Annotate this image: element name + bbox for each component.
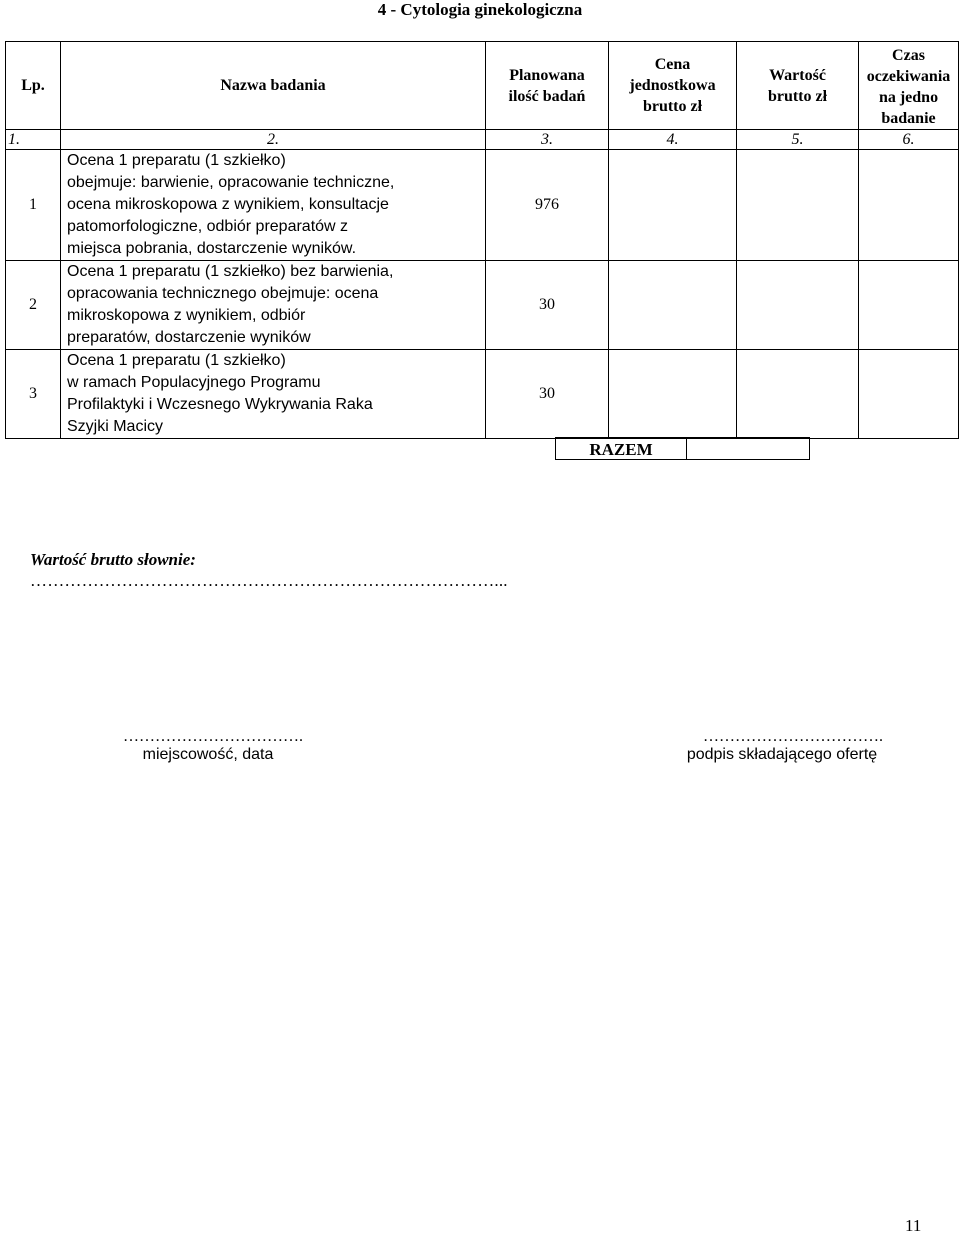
row-description <box>61 261 486 350</box>
row-description <box>61 150 486 261</box>
razem-label: RAZEM <box>555 437 687 460</box>
place-date-dots: ……………………………. <box>123 728 303 745</box>
description-line: Szyjki Macicy <box>67 418 164 435</box>
description-line: Ocena 1 preparatu (1 szkiełko) bez barwienia, <box>67 263 394 280</box>
description-line: w ramach Populacyjnego Programu <box>67 374 321 391</box>
table-row <box>6 150 959 261</box>
row-lp: 1 <box>6 150 61 261</box>
column-number: 3. <box>486 130 609 150</box>
row-wait <box>859 261 959 350</box>
column-number: 6. <box>859 130 959 150</box>
signature-dots: ……………………………. <box>703 728 883 745</box>
row-qty: 30 <box>486 261 609 350</box>
table-row <box>6 350 959 439</box>
row-value <box>737 150 859 261</box>
page-title: 4 - Cytologia ginekologiczna <box>377 0 583 19</box>
row-wait <box>859 350 959 439</box>
description-line: Ocena 1 preparatu (1 szkiełko) <box>67 152 286 169</box>
row-wait <box>859 150 959 261</box>
row-lp: 3 <box>6 350 61 439</box>
column-number: 1. <box>6 130 61 150</box>
row-qty: 30 <box>486 350 609 439</box>
description-line: Profilaktyki i Wczesnego Wykrywania Raka <box>67 396 373 413</box>
column-number: 2. <box>61 130 486 150</box>
description-line: Ocena 1 preparatu (1 szkiełko) <box>67 352 286 369</box>
description-line: miejsca pobrania, dostarczenie wyników. <box>67 240 357 257</box>
tests-table <box>5 41 959 439</box>
header-lp: Lp. <box>6 42 61 130</box>
description-line: patomorfologiczne, odbiór preparatów z <box>67 218 349 235</box>
description-line: obejmuje: barwienie, opracowanie techniczne, <box>67 174 395 191</box>
description-line: preparatów, dostarczenie wyników <box>67 329 311 346</box>
row-description <box>61 350 486 439</box>
header-name: Nazwa badania <box>61 42 486 130</box>
header-unit-price: Cena jednostkowa brutto zł <box>609 42 737 130</box>
place-date-label: miejscowość, data <box>142 746 274 763</box>
header-wait: Czas oczekiwania na jedno badanie <box>859 42 959 130</box>
description-line: opracowania technicznego obejmuje: ocena <box>67 285 379 302</box>
column-number: 5. <box>737 130 859 150</box>
page-number: 11 <box>905 1216 922 1235</box>
row-unit-price <box>609 350 737 439</box>
header-value: Wartość brutto zł <box>737 42 859 130</box>
description-line: mikroskopowa z wynikiem, odbiór <box>67 307 306 324</box>
description-line: ocena mikroskopowa z wynikiem, konsultacje <box>67 196 389 213</box>
row-value <box>737 350 859 439</box>
words-dots: ………………………………………………………………………... <box>30 571 508 590</box>
row-lp: 2 <box>6 261 61 350</box>
column-number: 4. <box>609 130 737 150</box>
signature-label: podpis składającego ofertę <box>686 746 878 763</box>
razem-total-cell <box>686 437 810 460</box>
row-value <box>737 261 859 350</box>
row-qty: 976 <box>486 150 609 261</box>
row-unit-price <box>609 261 737 350</box>
table-row <box>6 261 959 350</box>
header-qty: Planowana ilość badań <box>486 42 609 130</box>
words-label: Wartość brutto słownie: <box>30 550 196 569</box>
row-unit-price <box>609 150 737 261</box>
